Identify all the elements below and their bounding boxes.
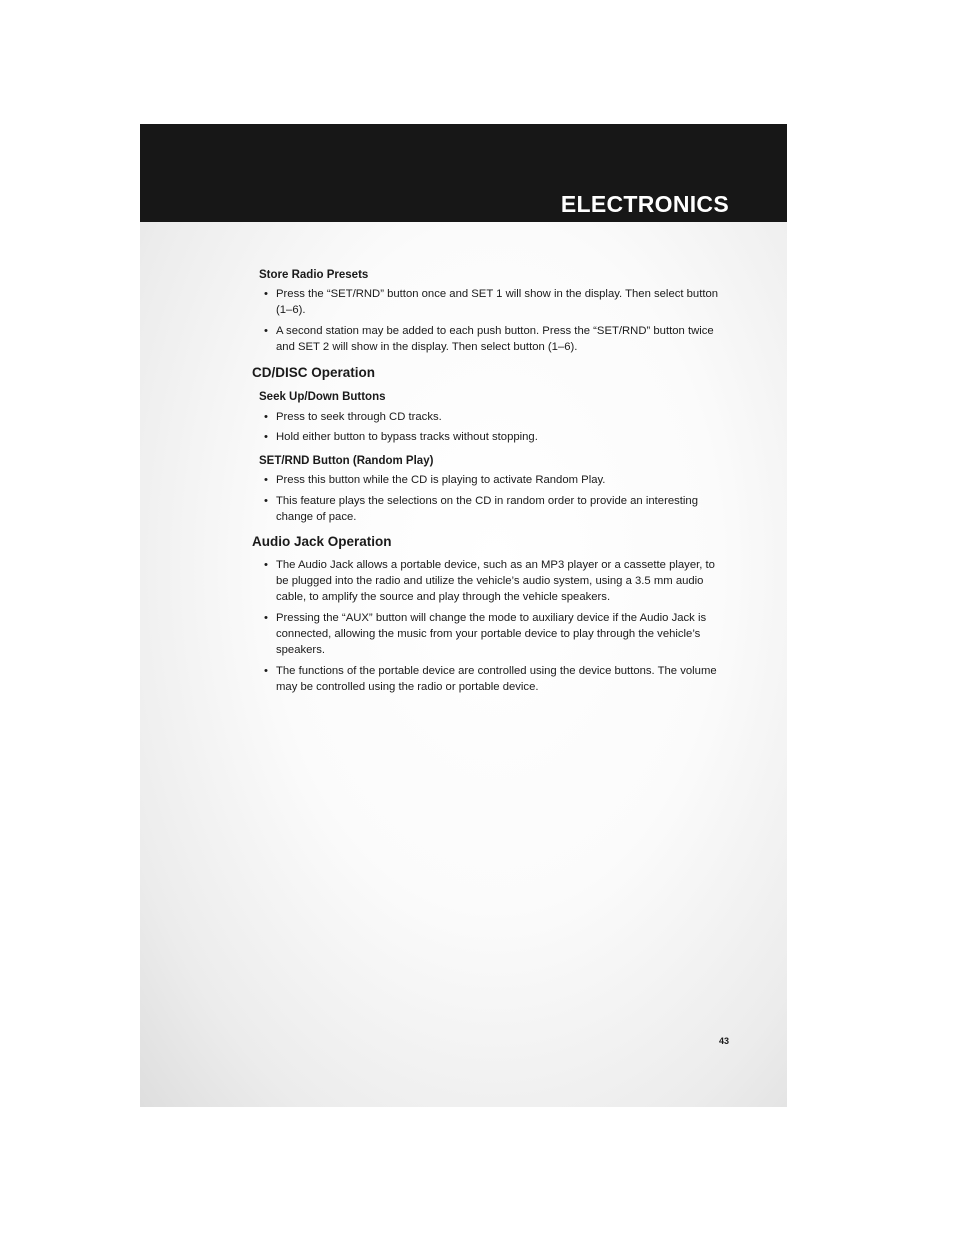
list-item: • Hold either button to bypass tracks without stopping. bbox=[264, 431, 538, 443]
list-item: • This feature plays the selections on the CD in random order to provide an interesting change of pace. bbox=[264, 495, 698, 523]
bullet-icon: • bbox=[264, 431, 268, 443]
list-item: • Press this button while the CD is playing to activate Random Play. bbox=[264, 474, 606, 486]
list-item: • Press to seek through CD tracks. bbox=[264, 411, 442, 423]
section-title: ELECTRONICS bbox=[560, 191, 729, 217]
bullet-icon: • bbox=[264, 612, 268, 624]
bullet-icon: • bbox=[264, 411, 268, 423]
list-item: • Pressing the “AUX” button will change the mode to auxiliary device if the Audio Jack is connected, allowing the music from your portable device to play through the vehicle’s speakers. bbox=[264, 612, 707, 656]
list-item: • The Audio Jack allows a portable device, such as an MP3 player or a cassette player, to be plugged into the radio and utilize the vehicle’s audio system, using a 3.5 mm audio cable, to amplify the source and play through the vehicle speakers. bbox=[264, 559, 715, 603]
bullet-icon: • bbox=[264, 665, 268, 677]
setrnd-list bbox=[252, 472, 730, 525]
bullet-icon: • bbox=[264, 495, 268, 507]
page-content bbox=[252, 266, 730, 695]
page-number: 43 bbox=[719, 1036, 730, 1046]
heading-setrnd-button: SET/RND Button (Random Play) bbox=[259, 455, 434, 467]
header-band bbox=[140, 124, 787, 222]
bullet-icon: • bbox=[264, 474, 268, 486]
bullet-icon: • bbox=[264, 559, 268, 571]
heading-cd-disc-operation: CD/DISC Operation bbox=[252, 365, 376, 380]
heading-store-radio-presets: Store Radio Presets bbox=[259, 269, 369, 281]
heading-seek-buttons: Seek Up/Down Buttons bbox=[259, 391, 386, 403]
list-item: • A second station may be added to each push button. Press the “SET/RND” button twice and SET 2 will show in the display. Then select button (1–6). bbox=[264, 325, 714, 353]
list-item: • The functions of the portable device are controlled using the device buttons. The volume may be controlled using the radio or portable device. bbox=[264, 665, 717, 693]
audio-jack-list bbox=[252, 557, 730, 695]
bullet-icon: • bbox=[264, 325, 268, 337]
store-presets-list bbox=[252, 286, 730, 355]
bullet-icon: • bbox=[264, 288, 268, 300]
seek-list bbox=[252, 409, 730, 445]
list-item: • Press the “SET/RND” button once and SET 1 will show in the display. Then select button (1–6). bbox=[264, 288, 719, 316]
heading-audio-jack-operation: Audio Jack Operation bbox=[252, 534, 392, 549]
